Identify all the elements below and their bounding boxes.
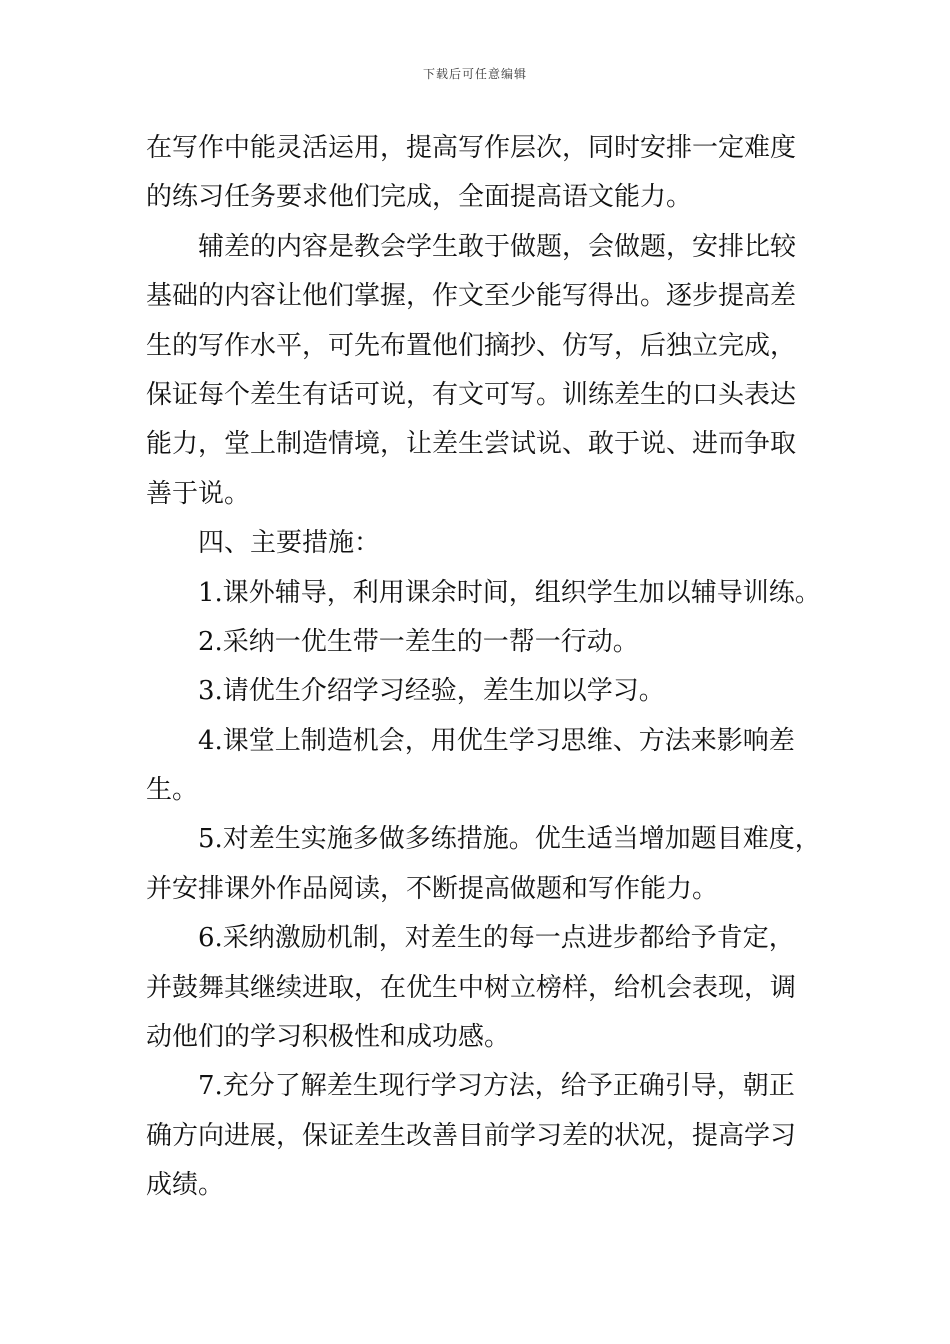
text-line: 并安排课外作品阅读，不断提高做题和写作能力。 xyxy=(146,873,719,904)
list-item: 5.对差生实施多做多练措施。优生适当增加题目难度， xyxy=(198,824,821,855)
page-header: 下载后可任意编辑 xyxy=(422,67,527,81)
list-item: 1.课外辅导，利用课余时间，组织学生加以辅导训练。 xyxy=(198,577,821,608)
text-line: 生的写作水平，可先布置他们摘抄、仿写，后独立完成， xyxy=(146,330,797,361)
text-line: 生。 xyxy=(146,775,199,806)
list-item: 3.请优生介绍学习经验，差生加以学习。 xyxy=(198,676,665,707)
section-heading: 四、主要措施： xyxy=(198,528,381,559)
text-line: 的练习任务要求他们完成，全面提高语文能力。 xyxy=(146,182,693,213)
list-item: 2.采纳一优生带一差生的一帮一行动。 xyxy=(198,626,639,657)
text-line: 辅差的内容是教会学生敢于做题，会做题，安排比较 xyxy=(198,231,797,262)
list-item: 4.课堂上制造机会，用优生学习思维、方法来影响差 xyxy=(198,725,795,756)
text-line: 善于说。 xyxy=(146,478,251,509)
document-body xyxy=(146,124,821,1211)
text-line: 保证每个差生有话可说，有文可写。训练差生的口头表达 xyxy=(146,379,797,410)
text-line: 能力，堂上制造情境，让差生尝试说、敢于说、进而争取 xyxy=(146,429,797,460)
text-line: 基础的内容让他们掌握，作文至少能写得出。逐步提高差 xyxy=(146,281,797,312)
text-line: 确方向进展，保证差生改善目前学习差的状况，提高学习 xyxy=(146,1120,797,1151)
text-line: 并鼓舞其继续进取，在优生中树立榜样，给机会表现，调 xyxy=(146,972,797,1003)
text-line: 动他们的学习积极性和成功感。 xyxy=(146,1022,511,1053)
list-item: 6.采纳激励机制，对差生的每一点进步都给予肯定， xyxy=(198,923,795,954)
list-item: 7.充分了解差生现行学习方法，给予正确引导，朝正 xyxy=(198,1071,795,1102)
text-line: 成绩。 xyxy=(146,1170,225,1201)
text-line: 在写作中能灵活运用，提高写作层次，同时安排一定难度 xyxy=(146,133,797,163)
